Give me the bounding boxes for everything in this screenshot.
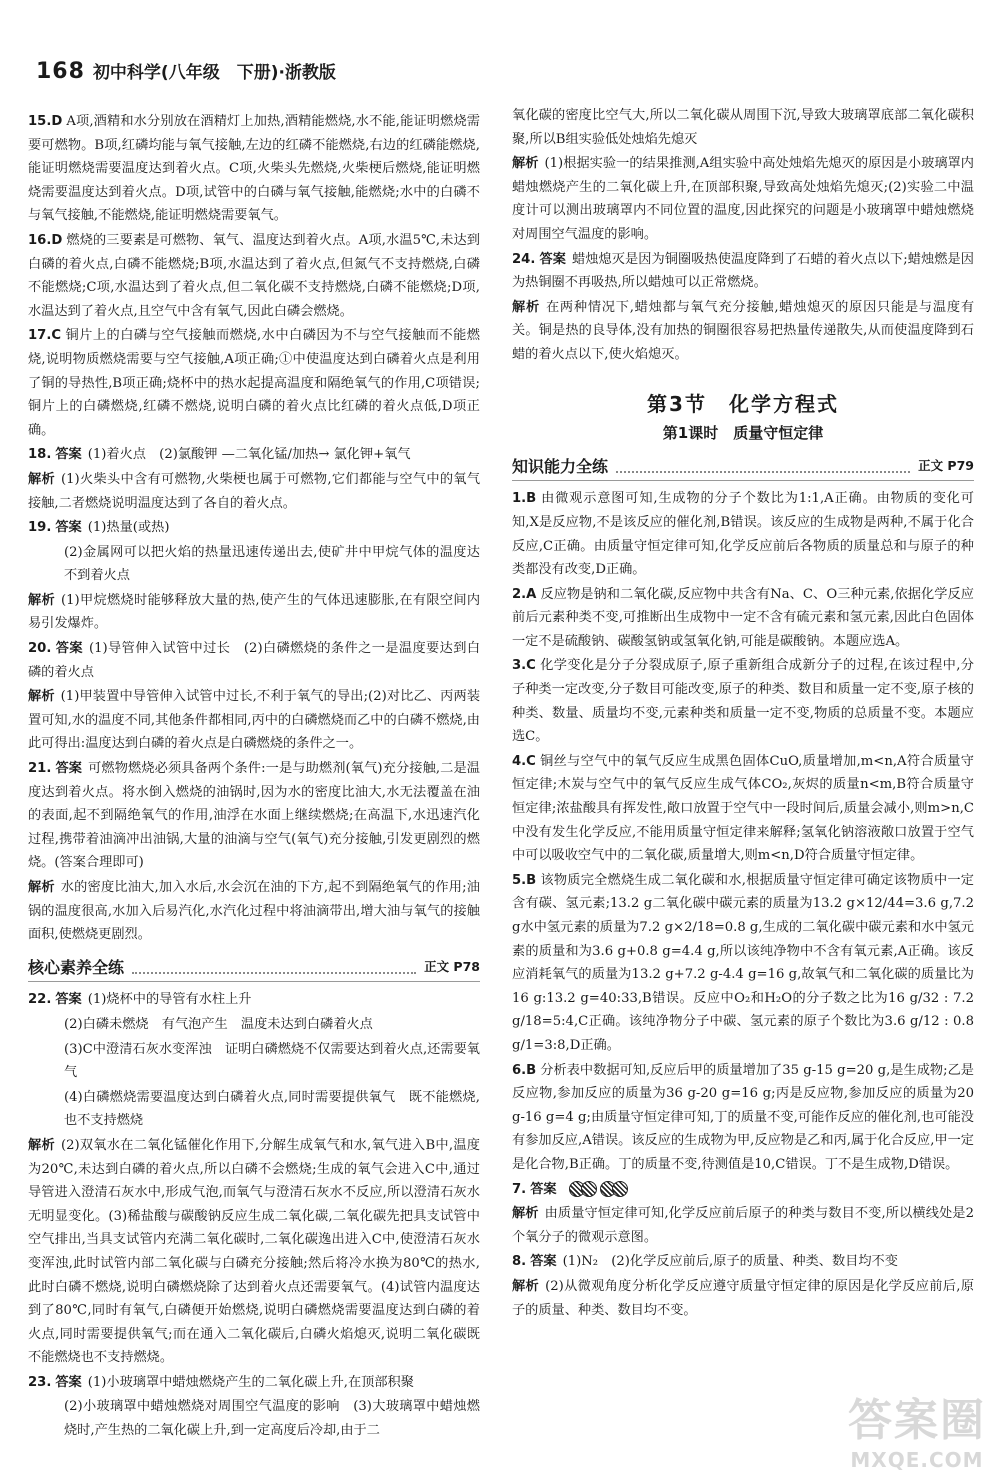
dotted-leader [616,471,910,473]
question-number: 20. [28,641,52,657]
item-text: (1)烧杯中的导管有水柱上升 [87,992,252,1008]
analysis-label: 解析 [28,592,55,608]
answer-item [512,248,974,295]
analysis-label: 解析 [512,299,540,315]
item-text: 铜丝与空气中的氧气反应生成黑色固体CuO,质量增加,m<n,A符合质量守恒定律;木炭与空气中的氧气反应生成气体CO₂,灰烬的质量n<m,B符合质量守恒定律;浓盐酸具有挥发性,敞口放置于空气中一段时间后,质量会减小,则m>n,C中没有发生化学反应,不能用质量守恒定律来解释;氢氧化钠溶液敞口放置于空气中可以吸收空气中的二氧化碳,质量增大,则m<n,D符合质量守恒定律。 [512,753,974,864]
dotted-leader [132,972,416,974]
item-text: 在两种情况下,蜡烛都与氧气充分接触,蜡烛熄灭的原因只能是与温度有关。铜是热的良导体,没有加热的铜圈很容易把热量传递散失,从而使温度降到石蜡的着火点以下,使火焰熄灭。 [512,299,975,362]
text-paragraph [512,104,974,151]
analysis-paragraph [512,1202,974,1249]
analysis-paragraph [28,1134,480,1370]
question-number: 22. [28,992,52,1008]
item-text: 分析表中数据可知,反应后甲的质量增加了35 g-15 g=20 g,是生成物;乙是反应物,参加反应的质量为36 g-20 g=16 g;丙是反应物,参加反应的质量为20 g-16 g=4 g;由质量守恒定律可知,丁的质量不变,可能作反应的催化剂,也可能没有参加反应,A错误。该反应的生成物为甲,反应物是乙和丙,属于化合反应,甲一定是化合物,B正确。丁的质量不变,待测值是10,C错误。丁不是生成物,D错误。 [512,1062,974,1172]
analysis-paragraph [28,589,480,636]
answer-label: 答案 [530,1181,557,1197]
answer-item [28,988,480,1012]
item-text: 氧化碳的密度比空气大,所以二氧化碳从周围下沉,导致大玻璃罩底部二氧化碳积聚,所以B组实验低处烛焰先熄灭 [512,108,974,147]
item-text: 燃烧的三要素是可燃物、氧气、温度达到着火点。A项,水温5℃,未达到白磷的着火点,白磷不能燃烧;B项,水温达到了着火点,但氮气不支持燃烧,白磷不能燃烧;C项,水温达到了着火点,但二氧化碳不支持燃烧,白磷不能燃烧;D项,水温达到了着火点,且空气中含有氧气,因此白磷会燃烧。 [28,232,480,319]
answer-item [28,757,480,875]
item-text: (1)N₂ (2)化学反应前后,原子的质量、种类、数目均不变 [562,1254,898,1270]
answer-label: 答案 [530,1254,557,1270]
text-paragraph [28,1395,480,1442]
answer-label: 答案 [55,520,82,536]
item-text: (4)白磷燃烧需要温度达到白磷着火点,同时需要提供氧气 既不能燃烧,也不支持燃烧 [64,1089,480,1129]
item-text: 反应物是钠和二氧化碳,反应物中共含有Na、C、O三种元素,依据化学反应前后元素种类不变,可推断出生成物中一定不含有硫元素和氢元素,因此白色固体一定不是硫酸钠、碳酸氢钠或氢氧化钠,可能是碳酸钠。本题应选A。 [512,586,974,649]
answer-label: 答案 [55,992,82,1008]
answer-label: 答案 [55,1374,82,1390]
item-text: 由微观示意图可知,生成物的分子个数比为1:1,A正确。由物质的变化可知,X是反应物,不是该反应的催化剂,B错误。该反应的生成物是两种,不属于化合反应,C正确。由质量守恒定律可知,化学反应前后各物质的质量总和与原子的种类都没有改变,D正确。 [512,491,974,578]
question-number: 7. [512,1181,527,1197]
analysis-paragraph [512,152,974,246]
question-number: 2.A [512,586,537,602]
question-number: 1.B [512,491,537,507]
item-text: (1)导管伸入试管中过长 (2)白磷燃烧的条件之一是温度要达到白磷的着火点 [28,641,481,680]
answer-label: 答案 [55,447,82,463]
analysis-label: 解析 [512,1206,539,1222]
answer-item [512,583,974,654]
lesson-title: 第1课时 质量守恒定律 [662,424,824,443]
item-text: (3)C中澄清石灰水变浑浊 证明白磷燃烧不仅需要达到着火点,还需要氧气 [64,1041,480,1081]
question-number: 23. [28,1374,52,1390]
item-text: (1)甲装置中导管伸入试管中过长,不利于氧气的导出;(2)对比乙、丙两装置可知,水的温度不同,其他条件都相同,丙中的白磷燃烧而乙中的白磷不燃烧,由此可得出:温度达到白磷的着火点是白磷燃烧的条件之一。 [28,689,481,752]
answer-item [512,1059,974,1177]
answer-label: 答案 [55,641,83,657]
item-text: (1)热量(或热) [87,520,170,536]
text-paragraph [28,1013,480,1037]
question-number: 21. [28,761,52,777]
question-number: 19. [28,520,52,536]
watermark-text: 答案圈 [848,1395,986,1446]
answer-item [28,110,480,228]
analysis-label: 解析 [28,689,55,705]
watermark-logo [848,1384,986,1472]
analysis-label: 解析 [28,880,55,895]
answer-item [28,516,480,540]
item-text: (1)着火点 (2)氯酸钾 —二氧化锰/加热→ 氯化钾+氧气 [87,447,411,463]
answer-item [512,750,974,868]
analysis-label: 解析 [512,156,539,172]
item-text: 水的密度比油大,加入水后,水会沉在油的下方,起不到隔绝氧气的作用;油锅的温度很高,水加入后易汽化,水汽化过程中将油滴带出,增大油与氧气的接触面积,使燃烧更剧烈。 [28,880,480,943]
answer-item [512,869,974,1058]
answer-item [28,229,480,323]
item-text: 由质量守恒定律可知,化学反应前后原子的种类与数目不变,所以横线处是2个氧分子的微观示意图。 [512,1206,974,1245]
question-number: 15.D [28,114,63,129]
item-text: (1)火柴头中含有可燃物,火柴梗也属于可燃物,它们都能与空气中的氧气接触,二者燃烧说明温度达到了各自的着火点。 [28,471,481,511]
section-title: 核心素养全练 [28,957,125,977]
analysis-paragraph [28,685,480,756]
item-text: (2)金属网可以把火焰的热量迅速传递出去,使矿井中甲烷气体的温度达不到着火点 [64,544,480,584]
question-number: 16.D [28,232,63,248]
item-text: 可燃物燃烧必须具备两个条件:一是与助燃剂(氧气)充分接触,二是温度达到着火点。将水倒入燃烧的油锅时,因为水的密度比油大,水无法覆盖在油的表面,起不到隔绝氧气的作用,油浮在水面上继续燃烧;在高温下,水迅速汽化过程,携带着油滴冲出油锅,大量的油滴与空气(氧气)充分接触,引发更剧烈的燃烧。(答案合理即可) [28,761,480,871]
right-column [512,104,974,1323]
item-text: (2)双氧水在二氧化锰催化作用下,分解生成氧气和水,氧气进入B中,温度为20℃,未达到白磷的着火点,所以白磷不会燃烧;生成的氧气会进入C中,通过导管进入澄清石灰水中,形成气泡,而氧气与澄清石灰水不反应,所以澄清石灰水无明显变化。(3)稀盐酸与碳酸钠反应生成二氧化碳,二氧化碳先把具支试管中空气排出,当具支试管内充满二氧化碳时,二氧化碳逸出进入C中,使澄清石灰水变浑浊,此时试管内部二氧化碳与白磷充分接触;然后将冷水换为80℃的热水,此时白磷不燃烧,说明白磷燃烧除了达到着火点还需要氧气。(4)试管内温度达到了80℃,同时有氧气,白磷便开始燃烧,说明白磷燃烧需要温度达到白磷的着火点,同时需要提供氧气;而在通入二氧化碳后,白磷火焰熄灭,说明二氧化碳既不能燃烧也不支持燃烧。 [28,1137,480,1366]
analysis-label: 解析 [28,471,55,487]
item-text: (2)从微观角度分析化学反应遵守质量守恒定律的原因是化学反应前后,原子的质量、种类、数目均不变。 [512,1278,975,1318]
text-paragraph [28,541,480,588]
answer-item [28,324,480,442]
answer-item [28,637,480,684]
question-number: 18. [28,447,52,463]
item-text: 铜片上的白磷与空气接触而燃烧,水中白磷因为不与空气接触而不能燃烧,说明物质燃烧需要与空气接触,A项正确;①中使温度达到白磷着火点是利用了铜的导热性,B项正确;烧杯中的热水起提高温度和隔绝氧气的作用,C项错误;铜片上的白磷燃烧,红磷不燃烧,说明白磷的着火点比红磷的着火点低,D项正确。 [28,328,480,438]
analysis-label: 解析 [512,1278,540,1294]
item-text: 该物质完全燃烧生成二氧化碳和水,根据质量守恒定律可确定该物质中一定含有碳、氢元素;13.2 g二氧化碳中碳元素的质量为13.2 g×12/44=3.6 g,7.2 g水中氢元素的质量为7.2 g×2/18=0.8 g,生成的二氧化碳中碳元素和水中氢元素的质量和为3.6 g+0.8 g=4.4 g,所以该纯净物中不含有氧元素,A正确。该反应消耗氧气的质量为13.2 g+7.2 g-4.4 g=16 g,故氧气和二氧化碳的质量比为16 g:13.2 g=40:33,B错误。反应中O₂和H₂O的分子数之比为16 g/32 : 7.2 g/18=5:4,C正确。该纯净物分子中碳、氢元素的原子个数比为3.6 g/12 : 0.8 g/1=3:8,D正确。 [512,872,974,1053]
item-text: 蜡烛熄灭是因为铜圈吸热使温度降到了石蜡的着火点以下;蜡烛燃是因为热铜圈不再吸热,所以蜡烛可以正常燃烧。 [512,251,974,291]
question-number: 3.C [512,658,536,674]
answer-item [512,654,974,748]
page-number: 168 [36,59,85,84]
item-text: (1)甲烷燃烧时能够释放大量的热,使产生的气体迅速膨胀,在有限空间内易引发爆炸。 [28,592,481,632]
answer-item [512,487,974,581]
text-paragraph [28,1038,480,1085]
item-text: (1)小玻璃罩中蜡烛燃烧产生的二氧化碳上升,在顶部积聚 [87,1374,414,1390]
item-text: (2)小玻璃罩中蜡烛燃烧对周围空气温度的影响 (3)大玻璃罩中蜡烛燃烧时,产生热的二氧化碳上升,到一定高度后冷却,由于二 [64,1399,480,1439]
question-number: 6.B [512,1062,537,1078]
question-number: 5.B [512,872,537,888]
answer-label: 答案 [55,761,83,777]
chapter-title: 第3节 化学方程式 [647,391,839,416]
analysis-paragraph [512,1275,974,1322]
analysis-paragraph [512,296,974,367]
book-title: 初中科学(八年级 下册)·浙教版 [92,63,336,83]
analysis-label: 解析 [28,1137,55,1153]
analysis-paragraph [28,468,480,515]
section-heading [512,454,974,482]
item-text: A项,酒精和水分别放在酒精灯上加热,酒精能燃烧,水不能,能证明燃烧需要可燃物。B项,红磷均能与氧气接触,左边的红磷不能燃烧,右边的红磷能燃烧,能证明燃烧需要温度达到着火点。C项,火柴头先燃烧,火柴梗后燃烧,能证明燃烧需要温度达到着火点。D项,试管中的白磷与氧气接触,能燃烧;水中的白磷不与氧气接触,不能燃烧,能证明燃烧需要氧气。 [28,114,480,224]
answer-label: 答案 [539,251,566,267]
analysis-paragraph [28,876,480,947]
question-number: 8. [512,1254,527,1270]
text-paragraph [28,1086,480,1133]
page-reference: 正文 P79 [918,457,974,473]
item-text: (1)根据实验一的结果推测,A组实验中高处烛焰先熄灭的原因是小玻璃罩内蜡烛燃烧产生的二氧化碳上升,在顶部积聚,导致高处烛焰先熄灭;(2)实验二中温度计可以测出玻璃罩内不同位置的温度,因此探究的问题是小玻璃罩中蜡烛燃烧对周围空气温度的影响。 [512,156,974,242]
left-column [28,110,480,1444]
oxygen-molecules-icon [569,1181,628,1197]
item-text: (2)白磷未燃烧 有气泡产生 温度未达到白磷着火点 [64,1016,373,1032]
page-reference: 正文 P78 [424,958,480,974]
section-title: 知识能力全练 [512,456,609,476]
answer-item [512,1250,974,1274]
section-heading [28,955,480,983]
item-text: 化学变化是分子分裂成原子,原子重新组合成新分子的过程,在该过程中,分子种类一定改变,分子数目可能改变,原子的种类、数目和质量一定不变,原子核的种类、数量、质量均不变,元素种类和质量一定不变,物质的总质量不变。本题应选C。 [512,658,974,745]
answer-item [28,443,480,467]
question-number: 17.C [28,328,62,344]
question-number: 24. [512,251,536,267]
answer-item [512,1178,974,1202]
page-header [36,58,336,88]
watermark-url: MXQE.COM [850,1448,984,1472]
answer-item [28,1371,480,1395]
question-number: 4.C [512,753,536,769]
